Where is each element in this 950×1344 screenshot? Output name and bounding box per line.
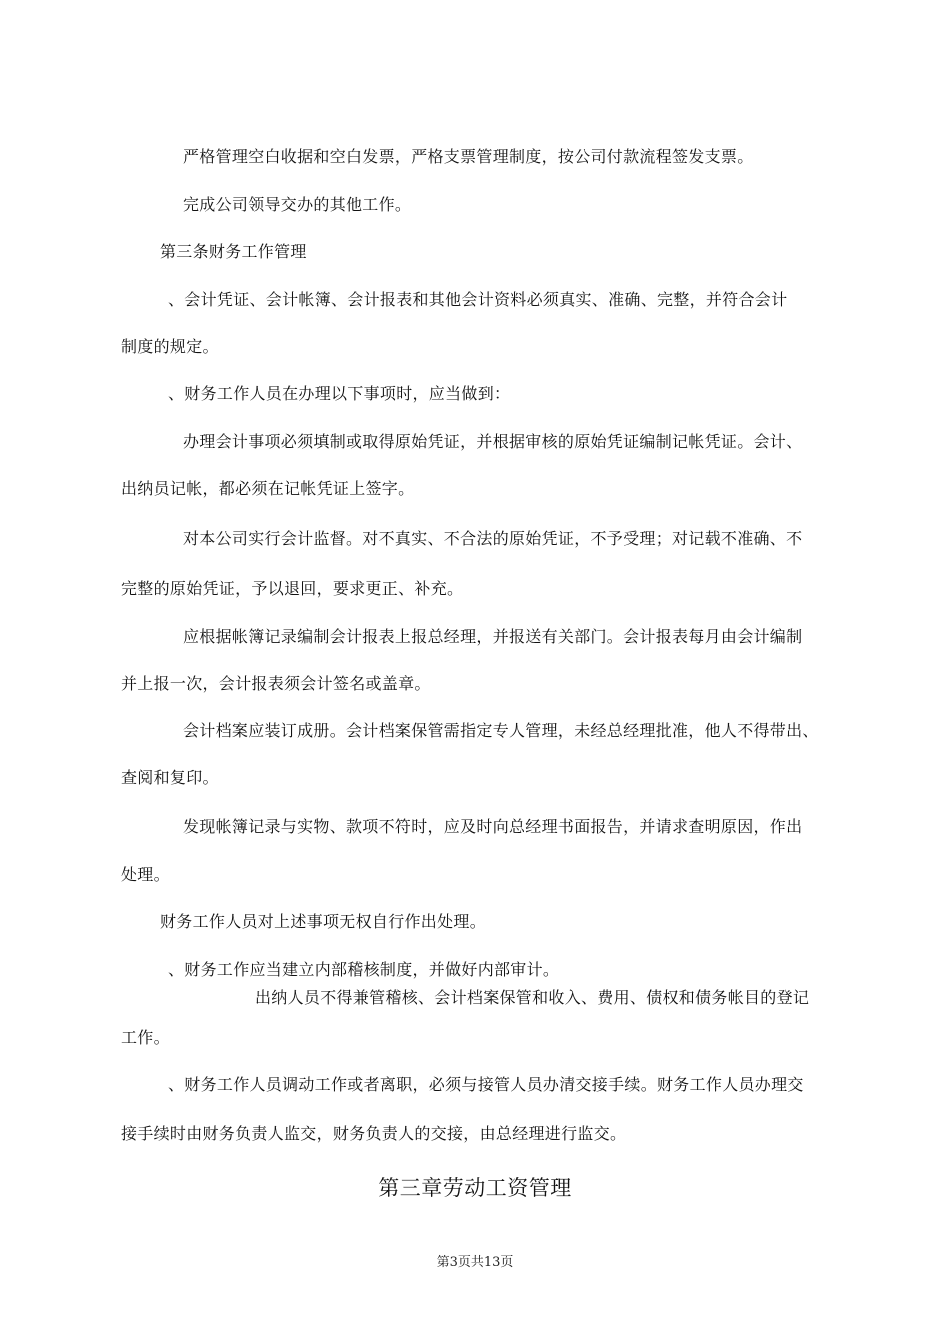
paragraph-line: 、财务工作应当建立内部稽核制度，并做好内部审计。 — [168, 960, 560, 979]
paragraph-line: 、财务工作人员在办理以下事项时，应当做到： — [168, 384, 511, 403]
paragraph-line: 办理会计事项必须填制或取得原始凭证，并根据审核的原始凭证编制记帐凭证。会计、 — [183, 432, 803, 451]
paragraph-line: 应根据帐簿记录编制会计报表上报总经理，并报送有关部门。会计报表每月由会计编制 — [183, 627, 803, 646]
section-heading: 第三条财务工作管理 — [160, 242, 307, 261]
paragraph-line: 出纳员记帐，都必须在记帐凭证上签字。 — [121, 479, 415, 498]
paragraph-line: 接手续时由财务负责人监交，财务负责人的交接，由总经理进行监交。 — [121, 1124, 627, 1143]
paragraph-line: 、财务工作人员调动工作或者离职，必须与接管人员办清交接手续。财务工作人员办理交 — [168, 1075, 804, 1094]
page-number-footer: 第3页共13页 — [436, 1255, 514, 1270]
paragraph-line: 财务工作人员对上述事项无权自行作出处理。 — [160, 912, 487, 931]
chapter-title: 第三章劳动工资管理 — [378, 1176, 572, 1200]
paragraph-line: 出纳人员不得兼管稽核、会计档案保管和收入、费用、债权和债务帐目的登记 — [255, 988, 810, 1007]
paragraph-line: 严格管理空白收据和空白发票，严格支票管理制度，按公司付款流程签发支票。 — [183, 147, 754, 166]
paragraph-line: 工作。 — [121, 1028, 170, 1047]
paragraph-line: 完整的原始凭证，予以退回，要求更正、补充。 — [121, 579, 464, 598]
paragraph-line: 对本公司实行会计监督。对不真实、不合法的原始凭证，不予受理；对记载不准确、不 — [183, 529, 803, 548]
paragraph-line: 完成公司领导交办的其他工作。 — [183, 195, 412, 214]
paragraph-line: 会计档案应装订成册。会计档案保管需指定专人管理，未经总经理批准，他人不得带出、 — [183, 721, 819, 740]
paragraph-line: 、会计凭证、会计帐簿、会计报表和其他会计资料必须真实、准确、完整，并符合会计 — [168, 290, 788, 309]
paragraph-line: 发现帐簿记录与实物、款项不符时，应及时向总经理书面报告，并请求查明原因，作出 — [183, 817, 803, 836]
paragraph-line: 处理。 — [121, 865, 170, 884]
paragraph-line: 制度的规定。 — [121, 337, 219, 356]
paragraph-line: 查阅和复印。 — [121, 768, 219, 787]
paragraph-line: 并上报一次，会计报表须会计签名或盖章。 — [121, 674, 431, 693]
